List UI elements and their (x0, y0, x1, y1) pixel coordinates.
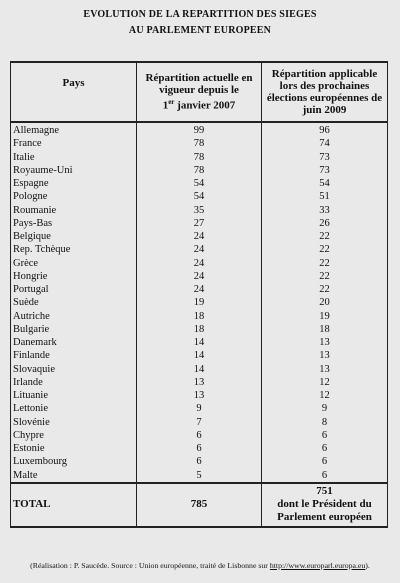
cell-applicable: 22 (262, 283, 388, 296)
cell-applicable: 13 (262, 349, 388, 362)
table-row (11, 442, 388, 455)
cell-pays: Malte (11, 469, 137, 483)
cell-applicable: 22 (262, 257, 388, 270)
cell-actuelle: 24 (137, 270, 262, 283)
table-row (11, 323, 388, 336)
table-row (11, 164, 388, 177)
header-col2-line3-sup: er (168, 98, 175, 107)
table-header-row (11, 62, 388, 122)
cell-applicable: 20 (262, 296, 388, 309)
cell-actuelle: 18 (137, 323, 262, 336)
table-row (11, 429, 388, 442)
source-link[interactable]: http://www.europarl.europa.eu (269, 561, 366, 570)
cell-actuelle: 78 (137, 151, 262, 164)
cell-pays: Irlande (11, 376, 137, 389)
cell-actuelle: 24 (137, 283, 262, 296)
table-row (11, 283, 388, 296)
table-row (11, 243, 388, 256)
document-title-line2: AU PARLEMENT EUROPEEN (128, 25, 272, 36)
cell-actuelle: 6 (137, 429, 262, 442)
cell-pays: Estonie (11, 442, 137, 455)
header-col3-line4: juin 2009 (302, 104, 347, 116)
cell-applicable: 73 (262, 151, 388, 164)
cell-pays: Espagne (11, 177, 137, 190)
table-row (11, 204, 388, 217)
table-row (11, 270, 388, 283)
cell-pays: Rep. Tchèque (11, 243, 137, 256)
total-applicable (262, 483, 388, 527)
cell-actuelle: 13 (137, 389, 262, 402)
cell-pays: Slovaquie (11, 363, 137, 376)
total-applicable-note-line2: Parlement européen (277, 511, 372, 524)
cell-applicable: 22 (262, 270, 388, 283)
cell-pays: Lettonie (11, 402, 137, 415)
header-pays: Pays (11, 62, 137, 122)
cell-applicable: 74 (262, 137, 388, 150)
cell-pays: Pays-Bas (11, 217, 137, 230)
table-row (11, 217, 388, 230)
header-col2-line3-pre: 1 (162, 99, 169, 112)
cell-applicable: 6 (262, 429, 388, 442)
table-row (11, 416, 388, 429)
cell-actuelle: 5 (137, 469, 262, 483)
cell-pays: Danemark (11, 336, 137, 349)
cell-actuelle: 54 (137, 190, 262, 203)
total-row (11, 483, 388, 527)
total-applicable-value: 751 (316, 485, 333, 498)
table-row (11, 469, 388, 483)
seats-table (10, 61, 388, 528)
cell-actuelle: 14 (137, 349, 262, 362)
cell-actuelle: 54 (137, 177, 262, 190)
table-row (11, 349, 388, 362)
cell-actuelle: 6 (137, 442, 262, 455)
header-col3-line1: Répartition applicable (271, 68, 378, 80)
cell-actuelle: 99 (137, 122, 262, 137)
cell-actuelle: 7 (137, 416, 262, 429)
table-row (11, 389, 388, 402)
table-row (11, 177, 388, 190)
table-row (11, 257, 388, 270)
table-row (11, 363, 388, 376)
cell-applicable: 12 (262, 376, 388, 389)
cell-pays: Belgique (11, 230, 137, 243)
table-row (11, 137, 388, 150)
cell-pays: Pologne (11, 190, 137, 203)
cell-pays: Bulgarie (11, 323, 137, 336)
cell-pays: Chypre (11, 429, 137, 442)
cell-actuelle: 24 (137, 257, 262, 270)
cell-actuelle: 24 (137, 243, 262, 256)
cell-applicable: 12 (262, 389, 388, 402)
cell-applicable: 51 (262, 190, 388, 203)
cell-pays: Portugal (11, 283, 137, 296)
cell-applicable: 18 (262, 323, 388, 336)
cell-pays: Slovénie (11, 416, 137, 429)
cell-pays: Hongrie (11, 270, 137, 283)
cell-applicable: 73 (262, 164, 388, 177)
cell-pays: Grèce (11, 257, 137, 270)
cell-pays: France (11, 137, 137, 150)
cell-pays: Autriche (11, 310, 137, 323)
cell-actuelle: 14 (137, 336, 262, 349)
cell-actuelle: 6 (137, 455, 262, 468)
table-row (11, 230, 388, 243)
cell-actuelle: 9 (137, 402, 262, 415)
header-col2-line1: Répartition actuelle en (145, 72, 253, 85)
cell-pays: Lituanie (11, 389, 137, 402)
table-row (11, 402, 388, 415)
cell-pays: Royaume-Uni (11, 164, 137, 177)
cell-actuelle: 78 (137, 137, 262, 150)
cell-applicable: 13 (262, 336, 388, 349)
table-row (11, 376, 388, 389)
cell-applicable: 54 (262, 177, 388, 190)
table-row (11, 190, 388, 203)
cell-pays: Luxembourg (11, 455, 137, 468)
cell-applicable: 13 (262, 363, 388, 376)
cell-applicable: 26 (262, 217, 388, 230)
cell-pays: Roumanie (11, 204, 137, 217)
cell-applicable: 6 (262, 442, 388, 455)
cell-applicable: 96 (262, 122, 388, 137)
total-applicable-note-line1: dont le Président du (277, 498, 372, 511)
table-row (11, 455, 388, 468)
cell-pays: Italie (11, 151, 137, 164)
cell-applicable: 6 (262, 455, 388, 468)
source-note (0, 561, 400, 570)
header-col3-line2: lors des prochaines (279, 80, 370, 92)
header-col2-line2: vigueur depuis le (159, 84, 239, 97)
header-repartition-actuelle (137, 62, 262, 122)
cell-applicable: 22 (262, 230, 388, 243)
cell-actuelle: 27 (137, 217, 262, 230)
cell-actuelle: 78 (137, 164, 262, 177)
cell-applicable: 22 (262, 243, 388, 256)
cell-pays: Suède (11, 296, 137, 309)
source-text-after: ). (365, 561, 370, 570)
cell-actuelle: 19 (137, 296, 262, 309)
cell-actuelle: 24 (137, 230, 262, 243)
header-repartition-applicable (262, 62, 388, 122)
cell-applicable: 9 (262, 402, 388, 415)
cell-actuelle: 13 (137, 376, 262, 389)
total-label: TOTAL (11, 483, 137, 527)
table-row (11, 336, 388, 349)
table-row (11, 296, 388, 309)
cell-actuelle: 14 (137, 363, 262, 376)
cell-applicable: 6 (262, 469, 388, 483)
table-row (11, 310, 388, 323)
document-title-line1: EVOLUTION DE LA REPARTITION DES SIEGES (83, 9, 317, 20)
cell-actuelle: 35 (137, 204, 262, 217)
table-row (11, 122, 388, 137)
cell-actuelle: 18 (137, 310, 262, 323)
total-actuelle: 785 (137, 483, 262, 527)
header-col3-line3: élections européennes de (266, 92, 383, 104)
cell-applicable: 19 (262, 310, 388, 323)
table-row (11, 151, 388, 164)
cell-pays: Finlande (11, 349, 137, 362)
cell-pays: Allemagne (11, 122, 137, 137)
header-col2-line3-post: janvier 2007 (174, 99, 236, 112)
cell-applicable: 8 (262, 416, 388, 429)
table-body (11, 122, 388, 483)
source-text-before: (Réalisation : P. Saucède. Source : Union européenne, traité de Lisbonne sur (30, 561, 270, 570)
cell-applicable: 33 (262, 204, 388, 217)
